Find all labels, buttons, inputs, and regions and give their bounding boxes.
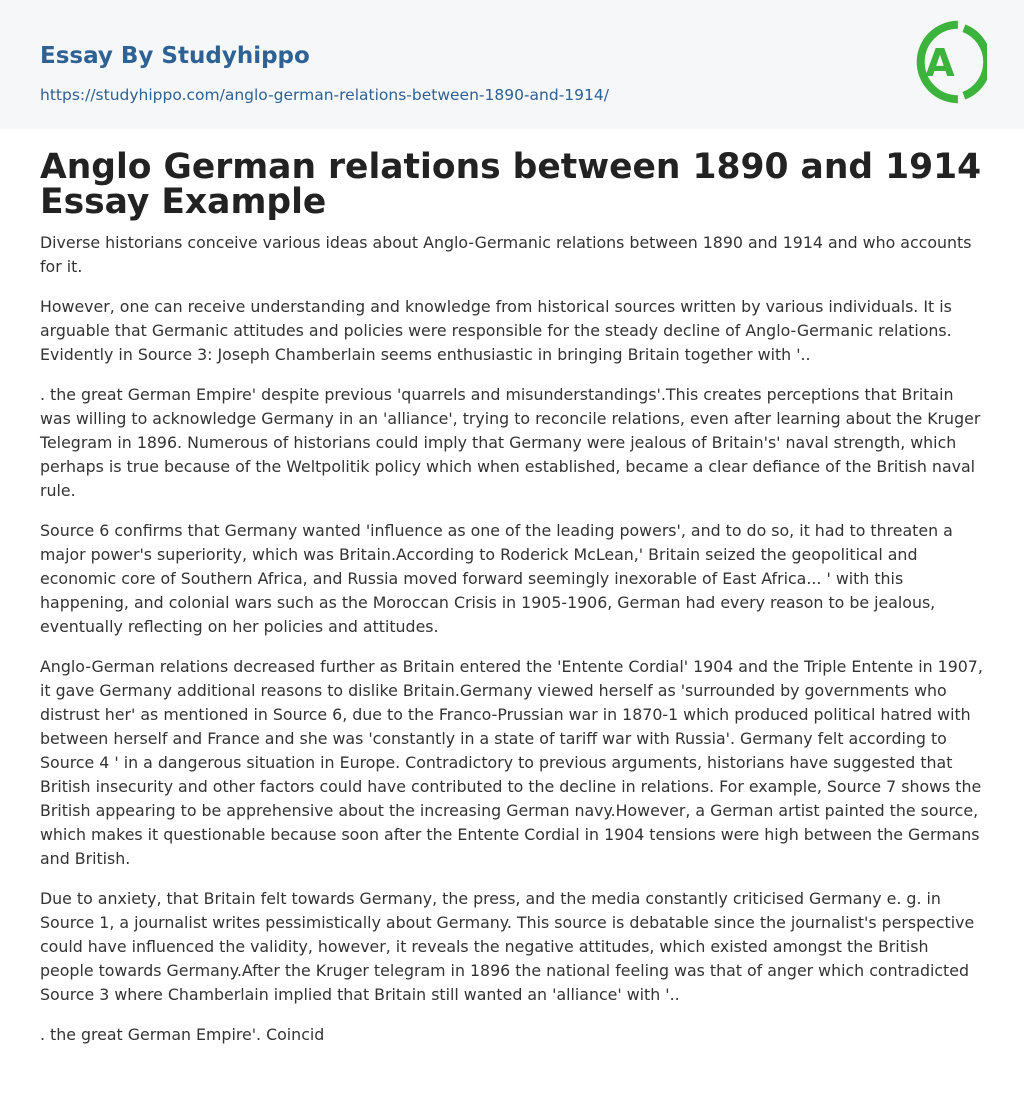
source-url-link[interactable]: https://studyhippo.com/anglo-german-relations-between-1890-and-1914/	[40, 86, 609, 104]
brand-title: Essay By Studyhippo	[40, 43, 310, 69]
paragraph-6: Due to anxiety, that Britain felt towards Germany, the press, and the media constantly criticised Germany e. g. in Source 1, a journalist writes pessimistically about Germany. This source is debatable since the journalist's perspective could have influenced the validity, however, it reveals the negative attitudes, which existed amongst the British people towards Germany.After the Kruger telegram in 1896 the national feeling was that of anger which contradicted Source 3 where Chamberlain implied that Britain still wanted an 'alliance' with '..	[40, 889, 975, 1004]
paragraph-7: . the great German Empire'. Coincid	[40, 1025, 325, 1044]
article	[0, 129, 1024, 1047]
paragraph-1: Diverse historians conceive various ideas about Anglo-Germanic relations between 1890 and 1914 and who accounts for it.	[40, 233, 972, 276]
paragraph-2: However, one can receive understanding and knowledge from historical sources written by various individuals. It is arguable that Germanic attitudes and policies were responsible for the steady decline of Anglo-Germanic relations. Evidently in Source 3: Joseph Chamberlain seems enthusiastic in bringing Britain together with '..	[40, 297, 952, 364]
page-title: Anglo German relations between 1890 and 1914 Essay Example	[40, 147, 982, 222]
logo-letter: A	[925, 41, 955, 85]
paragraph-4: Source 6 confirms that Germany wanted 'influence as one of the leading powers', and to do so, it had to threaten a major power's superiority, which was Britain.According to Roderick McLean,' Britain seized the geopolitical and economic core of Southern Africa, and Russia moved forward seemingly inexorable of East Africa... ' with this happening, and colonial wars such as the Moroccan Crisis in 1905-1906, German had every reason to be jealous, eventually reflecting on her policies and attitudes.	[40, 521, 953, 636]
page-header	[0, 0, 1024, 129]
paragraph-5: Anglo-German relations decreased further as Britain entered the 'Entente Cordial' 1904 and the Triple Entente in 1907, it gave Germany additional reasons to dislike Britain.Germany viewed herself as 'surrounded by governments who distrust her' as mentioned in Source 6, due to the Franco-Prussian war in 1870-1 which produced political hatred with between herself and France and she was 'constantly in a state of tariff war with Russia'. Germany felt according to Source 4 ' in a dangerous situation in Europe. Contradictory to previous arguments, historians have suggested that British insecurity and other factors could have contributed to the decline in relations. For example, Source 7 shows the British appearing to be apprehensive about the increasing German navy.However, a German artist painted the source, which makes it questionable because soon after the Entente Cordial in 1904 tensions were high between the Germans and British.	[40, 657, 983, 868]
paragraph-3: . the great German Empire' despite previous 'quarrels and misunderstandings'.This creates perceptions that Britain was willing to acknowledge Germany in an 'alliance', trying to reconcile relations, even after learning about the Kruger Telegram in 1896. Numerous of historians could imply that Germany were jealous of Britain's' naval strength, which perhaps is true because of the Weltpolitik policy which when established, became a clear defiance of the British naval rule.	[40, 385, 981, 500]
studyhippo-logo-icon	[911, 18, 987, 106]
